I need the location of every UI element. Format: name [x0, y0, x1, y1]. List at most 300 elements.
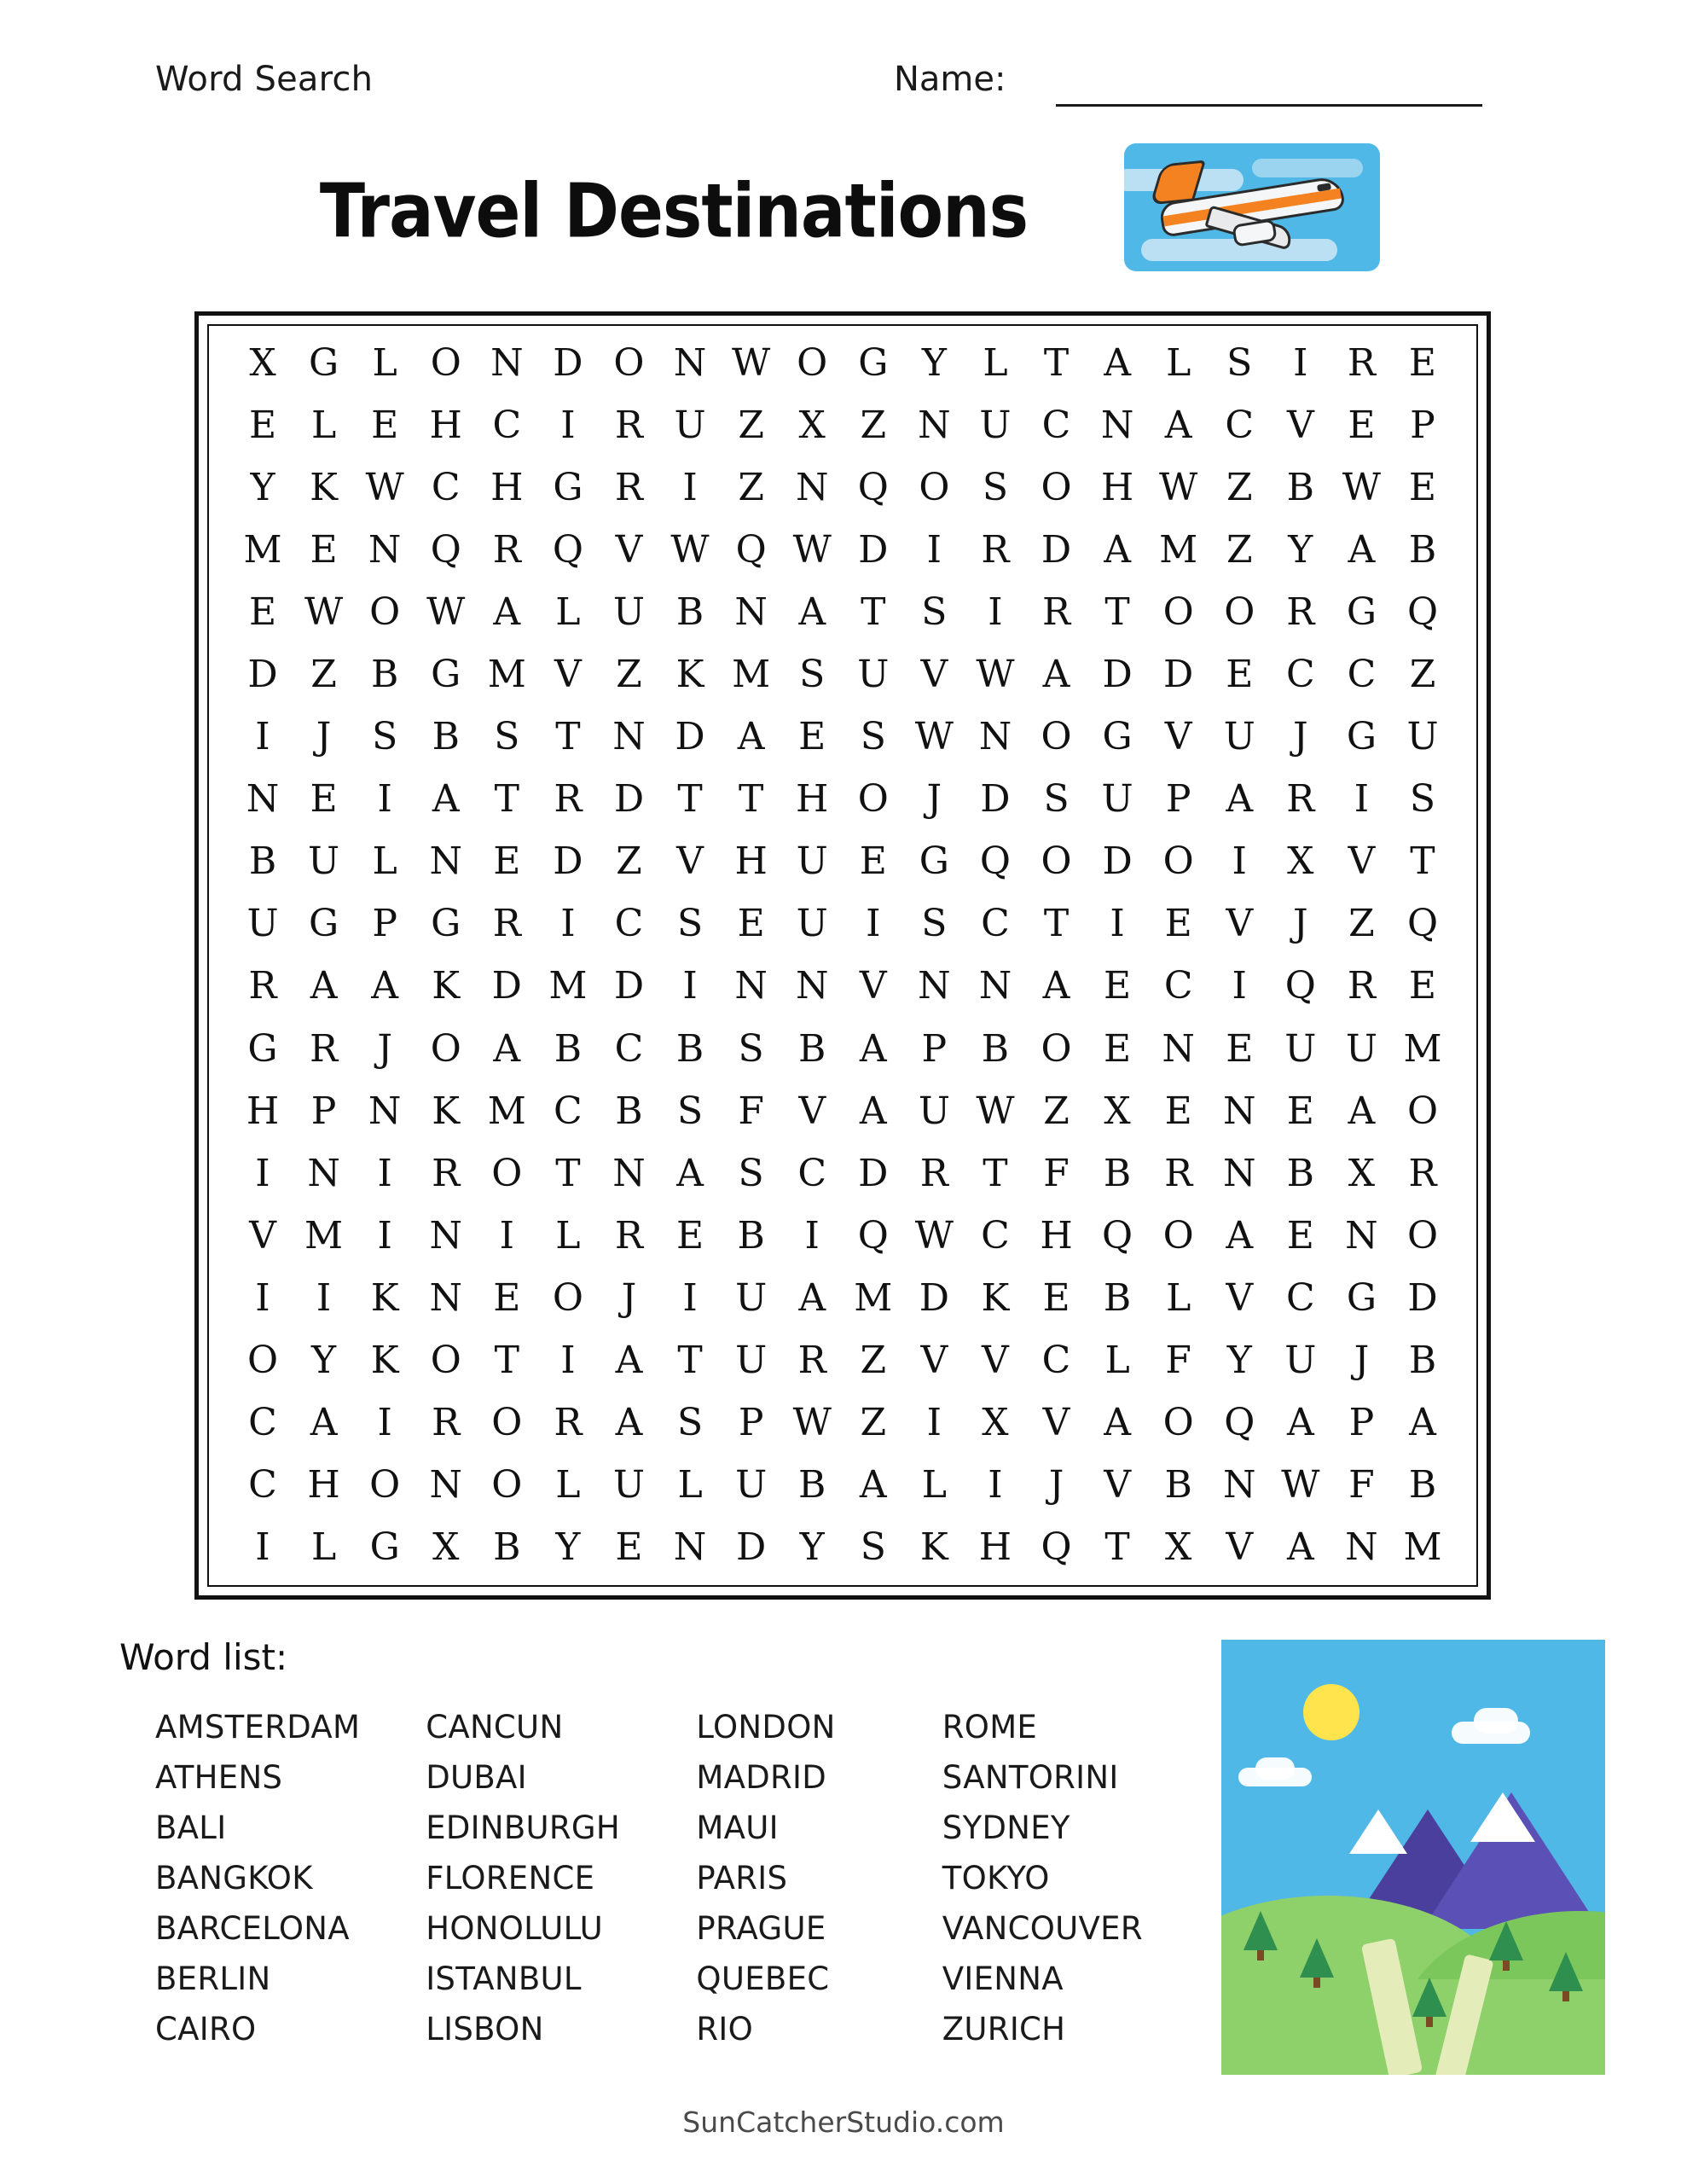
grid-cell[interactable]: Z: [616, 653, 642, 697]
grid-cell[interactable]: W: [670, 528, 710, 572]
grid-cell[interactable]: S: [921, 590, 948, 635]
grid-cell[interactable]: M: [487, 1089, 526, 1133]
grid-cell[interactable]: U: [796, 839, 828, 884]
grid-cell[interactable]: Q: [1284, 964, 1316, 1008]
grid-cell[interactable]: A: [1042, 964, 1070, 1008]
word-list-item[interactable]: PARIS: [696, 1860, 788, 1896]
word-list-item[interactable]: BANGKOK: [155, 1860, 313, 1896]
grid-cell[interactable]: M: [487, 653, 526, 697]
grid-cell[interactable]: U: [1284, 1026, 1317, 1071]
grid-cell[interactable]: G: [369, 1525, 400, 1569]
grid-cell[interactable]: P: [1348, 1400, 1375, 1444]
grid-cell[interactable]: O: [1162, 1400, 1194, 1444]
grid-cell[interactable]: Q: [1102, 1213, 1133, 1258]
grid-cell[interactable]: U: [308, 839, 340, 884]
grid-cell[interactable]: S: [372, 715, 398, 759]
grid-cell[interactable]: V: [982, 1338, 1009, 1382]
grid-cell[interactable]: T: [494, 1338, 519, 1382]
grid-cell[interactable]: D: [980, 777, 1011, 822]
grid-cell[interactable]: C: [1163, 964, 1193, 1008]
grid-cell[interactable]: E: [493, 839, 521, 884]
grid-cell[interactable]: B: [675, 590, 704, 635]
grid-cell[interactable]: O: [491, 1151, 523, 1195]
word-list-item[interactable]: TOKYO: [942, 1860, 1050, 1896]
grid-cell[interactable]: N: [429, 1462, 462, 1507]
grid-cell[interactable]: D: [1041, 528, 1072, 572]
grid-cell[interactable]: W: [914, 715, 954, 759]
grid-cell[interactable]: V: [859, 964, 887, 1008]
grid-cell[interactable]: A: [1164, 404, 1192, 448]
grid-cell[interactable]: W: [792, 1400, 832, 1444]
grid-cell[interactable]: I: [1110, 902, 1125, 946]
grid-cell[interactable]: H: [978, 1525, 1012, 1569]
grid-cell[interactable]: G: [247, 1026, 278, 1071]
grid-cell[interactable]: Y: [250, 466, 275, 510]
grid-cell[interactable]: O: [1162, 590, 1194, 635]
grid-cell[interactable]: V: [798, 1089, 826, 1133]
grid-cell[interactable]: B: [248, 839, 277, 884]
grid-cell[interactable]: T: [677, 1338, 703, 1382]
grid-cell[interactable]: D: [1407, 1275, 1438, 1320]
grid-cell[interactable]: T: [555, 715, 581, 759]
grid-cell[interactable]: K: [432, 964, 461, 1008]
grid-cell[interactable]: H: [1040, 1213, 1073, 1258]
grid-cell[interactable]: X: [1165, 1525, 1192, 1569]
grid-cell[interactable]: O: [552, 1275, 583, 1320]
grid-cell[interactable]: A: [1042, 653, 1070, 697]
grid-cell[interactable]: N: [1100, 404, 1134, 448]
grid-cell[interactable]: C: [981, 902, 1010, 946]
grid-cell[interactable]: E: [371, 404, 399, 448]
grid-cell[interactable]: T: [1043, 341, 1070, 385]
grid-cell[interactable]: F: [738, 1089, 764, 1133]
grid-cell[interactable]: C: [1041, 1338, 1071, 1382]
grid-cell[interactable]: V: [1226, 1275, 1254, 1320]
grid-cell[interactable]: X: [1104, 1089, 1131, 1133]
grid-cell[interactable]: C: [614, 902, 644, 946]
grid-cell[interactable]: Y: [921, 341, 947, 385]
grid-cell[interactable]: O: [1406, 1213, 1439, 1258]
grid-cell[interactable]: O: [1041, 466, 1072, 510]
grid-cell[interactable]: L: [1166, 341, 1191, 385]
grid-cell[interactable]: R: [919, 1151, 948, 1195]
grid-cell[interactable]: T: [1104, 1525, 1130, 1569]
grid-cell[interactable]: K: [432, 1089, 461, 1133]
grid-cell[interactable]: O: [1041, 1026, 1072, 1071]
grid-cell[interactable]: C: [1041, 404, 1071, 448]
grid-cell[interactable]: V: [1226, 1525, 1254, 1569]
grid-cell[interactable]: V: [1042, 1400, 1070, 1444]
grid-cell[interactable]: O: [369, 590, 401, 635]
grid-cell[interactable]: I: [377, 1400, 392, 1444]
grid-cell[interactable]: V: [1164, 715, 1192, 759]
grid-cell[interactable]: C: [797, 1151, 827, 1195]
word-list-item[interactable]: MADRID: [696, 1759, 827, 1796]
word-list-item[interactable]: AMSTERDAM: [155, 1709, 361, 1745]
grid-cell[interactable]: R: [614, 1213, 644, 1258]
word-list-item[interactable]: HONOLULU: [426, 1910, 604, 1947]
grid-cell[interactable]: G: [1346, 715, 1377, 759]
grid-cell[interactable]: S: [676, 1400, 704, 1444]
grid-cell[interactable]: C: [431, 466, 461, 510]
grid-cell[interactable]: R: [1164, 1151, 1193, 1195]
word-list-item[interactable]: VANCOUVER: [942, 1910, 1143, 1947]
grid-cell[interactable]: J: [1048, 1462, 1064, 1507]
grid-cell[interactable]: A: [798, 1275, 826, 1320]
word-list-item[interactable]: SANTORINI: [942, 1759, 1119, 1796]
grid-cell[interactable]: M: [1403, 1026, 1442, 1071]
word-list-item[interactable]: SYDNEY: [942, 1809, 1070, 1846]
grid-cell[interactable]: L: [310, 1525, 337, 1569]
grid-cell[interactable]: A: [1409, 1400, 1436, 1444]
grid-cell[interactable]: N: [918, 964, 951, 1008]
grid-cell[interactable]: O: [857, 777, 889, 822]
grid-cell[interactable]: B: [737, 1213, 765, 1258]
grid-cell[interactable]: W: [1159, 466, 1198, 510]
grid-cell[interactable]: V: [554, 653, 582, 697]
grid-cell[interactable]: G: [431, 902, 461, 946]
grid-cell[interactable]: Z: [1226, 466, 1253, 510]
grid-cell[interactable]: R: [1347, 964, 1376, 1008]
grid-cell[interactable]: L: [1104, 1338, 1130, 1382]
grid-cell[interactable]: P: [310, 1089, 337, 1133]
grid-cell[interactable]: T: [494, 777, 519, 822]
grid-cell[interactable]: I: [499, 1213, 514, 1258]
grid-cell[interactable]: X: [798, 404, 826, 448]
grid-cell[interactable]: W: [1342, 466, 1382, 510]
grid-cell[interactable]: Z: [616, 839, 642, 884]
grid-cell[interactable]: V: [920, 653, 948, 697]
grid-cell[interactable]: W: [914, 1213, 954, 1258]
grid-cell[interactable]: L: [555, 1462, 581, 1507]
grid-cell[interactable]: D: [1163, 653, 1194, 697]
grid-cell[interactable]: Z: [310, 653, 337, 697]
grid-cell[interactable]: N: [673, 1525, 707, 1569]
grid-cell[interactable]: A: [1348, 1089, 1376, 1133]
grid-cell[interactable]: N: [246, 777, 280, 822]
grid-cell[interactable]: C: [1285, 653, 1315, 697]
grid-cell[interactable]: S: [1226, 341, 1253, 385]
grid-cell[interactable]: N: [429, 1213, 462, 1258]
grid-cell[interactable]: O: [369, 1462, 401, 1507]
grid-cell[interactable]: A: [1226, 777, 1254, 822]
grid-cell[interactable]: A: [859, 1026, 887, 1071]
grid-cell[interactable]: I: [1354, 777, 1370, 822]
grid-cell[interactable]: A: [676, 1151, 704, 1195]
grid-cell[interactable]: B: [981, 1026, 1010, 1071]
word-list-item[interactable]: RIO: [696, 2011, 754, 2048]
grid-cell[interactable]: Q: [1406, 902, 1439, 946]
grid-cell[interactable]: Q: [857, 466, 889, 510]
grid-cell[interactable]: L: [310, 404, 337, 448]
grid-cell[interactable]: H: [490, 466, 524, 510]
grid-cell[interactable]: P: [1410, 404, 1435, 448]
grid-cell[interactable]: N: [612, 715, 646, 759]
grid-cell[interactable]: B: [1408, 1462, 1437, 1507]
word-list-item[interactable]: LISBON: [426, 2011, 544, 2048]
grid-cell[interactable]: I: [1232, 839, 1247, 884]
grid-cell[interactable]: U: [796, 902, 828, 946]
grid-cell[interactable]: H: [429, 404, 462, 448]
grid-cell[interactable]: Y: [555, 1525, 581, 1569]
grid-cell[interactable]: I: [1232, 964, 1247, 1008]
grid-cell[interactable]: T: [738, 777, 764, 822]
grid-cell[interactable]: W: [304, 590, 344, 635]
grid-cell[interactable]: X: [982, 1400, 1009, 1444]
grid-cell[interactable]: B: [1164, 1462, 1192, 1507]
grid-cell[interactable]: O: [246, 1338, 279, 1382]
grid-cell[interactable]: D: [858, 528, 889, 572]
grid-cell[interactable]: W: [792, 528, 832, 572]
grid-cell[interactable]: I: [377, 1151, 392, 1195]
word-list-item[interactable]: EDINBURGH: [426, 1809, 621, 1846]
grid-cell[interactable]: A: [798, 590, 826, 635]
grid-cell[interactable]: J: [1354, 1338, 1370, 1382]
grid-cell[interactable]: Z: [1043, 1089, 1070, 1133]
grid-cell[interactable]: D: [613, 964, 645, 1008]
grid-cell[interactable]: L: [372, 341, 397, 385]
grid-cell[interactable]: W: [976, 653, 1015, 697]
grid-cell[interactable]: R: [492, 902, 521, 946]
grid-cell[interactable]: D: [858, 1151, 889, 1195]
grid-cell[interactable]: S: [676, 1089, 704, 1133]
grid-cell[interactable]: R: [1041, 590, 1071, 635]
grid-cell[interactable]: J: [1293, 902, 1308, 946]
grid-cell[interactable]: E: [310, 777, 338, 822]
grid-cell[interactable]: D: [919, 1275, 949, 1320]
grid-cell[interactable]: B: [1103, 1275, 1132, 1320]
grid-cell[interactable]: M: [243, 528, 282, 572]
grid-cell[interactable]: O: [613, 341, 645, 385]
grid-cell[interactable]: V: [249, 1213, 276, 1258]
grid-cell[interactable]: C: [248, 1400, 277, 1444]
grid-cell[interactable]: H: [796, 777, 829, 822]
grid-cell[interactable]: R: [797, 1338, 826, 1382]
grid-cell[interactable]: E: [1042, 1275, 1070, 1320]
grid-cell[interactable]: G: [431, 653, 461, 697]
grid-cell[interactable]: H: [734, 839, 768, 884]
grid-cell[interactable]: D: [613, 777, 645, 822]
grid-cell[interactable]: L: [921, 1462, 947, 1507]
grid-cell[interactable]: E: [1408, 466, 1437, 510]
grid-cell[interactable]: X: [249, 341, 276, 385]
grid-cell[interactable]: E: [675, 1213, 704, 1258]
grid-cell[interactable]: U: [246, 902, 279, 946]
grid-cell[interactable]: B: [1408, 1338, 1437, 1382]
grid-cell[interactable]: N: [368, 528, 402, 572]
grid-cell[interactable]: I: [560, 902, 576, 946]
grid-cell[interactable]: I: [560, 404, 576, 448]
word-list-item[interactable]: BALI: [155, 1809, 227, 1846]
grid-cell[interactable]: D: [1102, 839, 1133, 884]
word-list-item[interactable]: BARCELONA: [155, 1910, 350, 1947]
grid-cell[interactable]: R: [614, 466, 644, 510]
grid-cell[interactable]: C: [1225, 404, 1255, 448]
grid-cell[interactable]: V: [1226, 902, 1254, 946]
grid-cell[interactable]: C: [1347, 653, 1377, 697]
grid-cell[interactable]: U: [979, 404, 1012, 448]
grid-cell[interactable]: L: [555, 590, 581, 635]
grid-cell[interactable]: N: [795, 964, 829, 1008]
grid-cell[interactable]: O: [491, 1400, 523, 1444]
grid-cell[interactable]: B: [798, 1026, 826, 1071]
grid-cell[interactable]: I: [926, 1400, 942, 1444]
grid-cell[interactable]: W: [426, 590, 466, 635]
grid-cell[interactable]: I: [682, 466, 698, 510]
grid-cell[interactable]: L: [372, 839, 397, 884]
grid-cell[interactable]: Q: [857, 1213, 889, 1258]
grid-cell[interactable]: N: [918, 404, 951, 448]
grid-cell[interactable]: E: [1104, 964, 1132, 1008]
grid-cell[interactable]: C: [614, 1026, 644, 1071]
grid-cell[interactable]: S: [982, 466, 1009, 510]
grid-cell[interactable]: E: [1164, 1089, 1192, 1133]
grid-cell[interactable]: U: [735, 1275, 768, 1320]
grid-cell[interactable]: O: [1162, 839, 1194, 884]
grid-cell[interactable]: Y: [1226, 1338, 1252, 1382]
word-list-item[interactable]: CAIRO: [155, 2011, 257, 2048]
word-list-item[interactable]: FLORENCE: [426, 1860, 595, 1896]
grid-cell[interactable]: A: [615, 1400, 643, 1444]
grid-cell[interactable]: Z: [738, 404, 764, 448]
grid-cell[interactable]: T: [861, 590, 886, 635]
grid-cell[interactable]: U: [1406, 715, 1439, 759]
grid-cell[interactable]: D: [675, 715, 705, 759]
grid-cell[interactable]: E: [1408, 964, 1437, 1008]
grid-cell[interactable]: R: [554, 1400, 583, 1444]
word-list-item[interactable]: LONDON: [696, 1709, 836, 1745]
grid-cell[interactable]: U: [612, 1462, 646, 1507]
grid-cell[interactable]: I: [316, 1275, 332, 1320]
grid-cell[interactable]: W: [976, 1089, 1015, 1133]
grid-cell[interactable]: O: [430, 1026, 461, 1071]
grid-cell[interactable]: S: [676, 902, 704, 946]
grid-cell[interactable]: A: [737, 715, 765, 759]
grid-cell[interactable]: K: [370, 1275, 399, 1320]
grid-cell[interactable]: Z: [860, 404, 887, 448]
grid-cell[interactable]: I: [255, 715, 270, 759]
grid-cell[interactable]: I: [255, 1275, 270, 1320]
grid-cell[interactable]: N: [978, 715, 1012, 759]
grid-cell[interactable]: A: [1104, 528, 1131, 572]
grid-cell[interactable]: J: [316, 715, 332, 759]
grid-cell[interactable]: R: [554, 777, 583, 822]
grid-cell[interactable]: S: [1043, 777, 1070, 822]
grid-cell[interactable]: X: [1287, 839, 1314, 884]
grid-cell[interactable]: V: [676, 839, 704, 884]
grid-cell[interactable]: Z: [860, 1400, 887, 1444]
grid-cell[interactable]: K: [981, 1275, 1010, 1320]
grid-cell[interactable]: R: [614, 404, 644, 448]
grid-cell[interactable]: E: [1286, 1213, 1314, 1258]
word-list-item[interactable]: QUEBEC: [696, 1960, 830, 1997]
grid-cell[interactable]: U: [857, 653, 890, 697]
word-list-item[interactable]: CANCUN: [426, 1709, 564, 1745]
grid-cell[interactable]: V: [1286, 404, 1314, 448]
grid-cell[interactable]: B: [370, 653, 399, 697]
grid-cell[interactable]: D: [735, 1525, 767, 1569]
grid-cell[interactable]: V: [920, 1338, 948, 1382]
grid-cell[interactable]: P: [738, 1400, 764, 1444]
grid-cell[interactable]: S: [921, 902, 948, 946]
grid-cell[interactable]: G: [1102, 715, 1133, 759]
grid-cell[interactable]: J: [377, 1026, 392, 1071]
grid-cell[interactable]: O: [1041, 839, 1072, 884]
grid-cell[interactable]: E: [493, 1275, 521, 1320]
grid-cell[interactable]: A: [1104, 341, 1131, 385]
grid-cell[interactable]: E: [1226, 653, 1254, 697]
grid-cell[interactable]: N: [1223, 1089, 1256, 1133]
grid-cell[interactable]: Q: [1406, 590, 1439, 635]
grid-cell[interactable]: N: [978, 964, 1012, 1008]
grid-cell[interactable]: W: [732, 341, 771, 385]
grid-cell[interactable]: S: [1409, 777, 1436, 822]
grid-cell[interactable]: E: [737, 902, 765, 946]
grid-cell[interactable]: E: [1348, 404, 1376, 448]
grid-cell[interactable]: A: [859, 1089, 887, 1133]
grid-cell[interactable]: G: [309, 341, 339, 385]
grid-cell[interactable]: P: [921, 1026, 948, 1071]
grid-cell[interactable]: M: [548, 964, 588, 1008]
grid-cell[interactable]: O: [1162, 1213, 1194, 1258]
grid-cell[interactable]: E: [310, 528, 338, 572]
grid-cell[interactable]: R: [1286, 777, 1315, 822]
grid-cell[interactable]: L: [677, 1462, 703, 1507]
grid-cell[interactable]: I: [560, 1338, 576, 1382]
grid-cell[interactable]: S: [738, 1026, 764, 1071]
grid-cell[interactable]: S: [860, 715, 886, 759]
grid-cell[interactable]: K: [370, 1338, 399, 1382]
grid-cell[interactable]: A: [310, 1400, 338, 1444]
grid-cell[interactable]: K: [675, 653, 704, 697]
grid-cell[interactable]: L: [983, 341, 1008, 385]
grid-cell[interactable]: R: [981, 528, 1010, 572]
grid-cell[interactable]: U: [674, 404, 706, 448]
grid-cell[interactable]: K: [919, 1525, 948, 1569]
grid-cell[interactable]: R: [310, 1026, 339, 1071]
grid-cell[interactable]: G: [553, 466, 583, 510]
grid-cell[interactable]: D: [553, 341, 583, 385]
grid-cell[interactable]: A: [310, 964, 338, 1008]
grid-cell[interactable]: U: [735, 1338, 768, 1382]
grid-cell[interactable]: Z: [1409, 653, 1436, 697]
grid-cell[interactable]: E: [1164, 902, 1192, 946]
grid-cell[interactable]: V: [1348, 839, 1376, 884]
word-list-item[interactable]: ATHENS: [155, 1759, 283, 1796]
grid-cell[interactable]: D: [247, 653, 278, 697]
grid-cell[interactable]: O: [430, 1338, 461, 1382]
grid-cell[interactable]: A: [1226, 1213, 1254, 1258]
grid-cell[interactable]: C: [554, 1089, 583, 1133]
grid-cell[interactable]: F: [1165, 1338, 1191, 1382]
grid-cell[interactable]: O: [491, 1462, 523, 1507]
grid-cell[interactable]: N: [307, 1151, 340, 1195]
grid-cell[interactable]: L: [1166, 1275, 1191, 1320]
grid-cell[interactable]: V: [1104, 1462, 1131, 1507]
grid-cell[interactable]: C: [1285, 1275, 1315, 1320]
grid-cell[interactable]: I: [255, 1151, 270, 1195]
grid-cell[interactable]: Q: [552, 528, 583, 572]
grid-cell[interactable]: B: [675, 1026, 704, 1071]
name-write-line[interactable]: [1056, 104, 1482, 107]
grid-cell[interactable]: C: [492, 404, 522, 448]
grid-cell[interactable]: I: [804, 1213, 820, 1258]
grid-cell[interactable]: O: [430, 341, 461, 385]
grid-cell[interactable]: Y: [311, 1338, 337, 1382]
grid-cell[interactable]: M: [732, 653, 771, 697]
grid-cell[interactable]: H: [1100, 466, 1134, 510]
grid-cell[interactable]: Z: [1348, 902, 1375, 946]
